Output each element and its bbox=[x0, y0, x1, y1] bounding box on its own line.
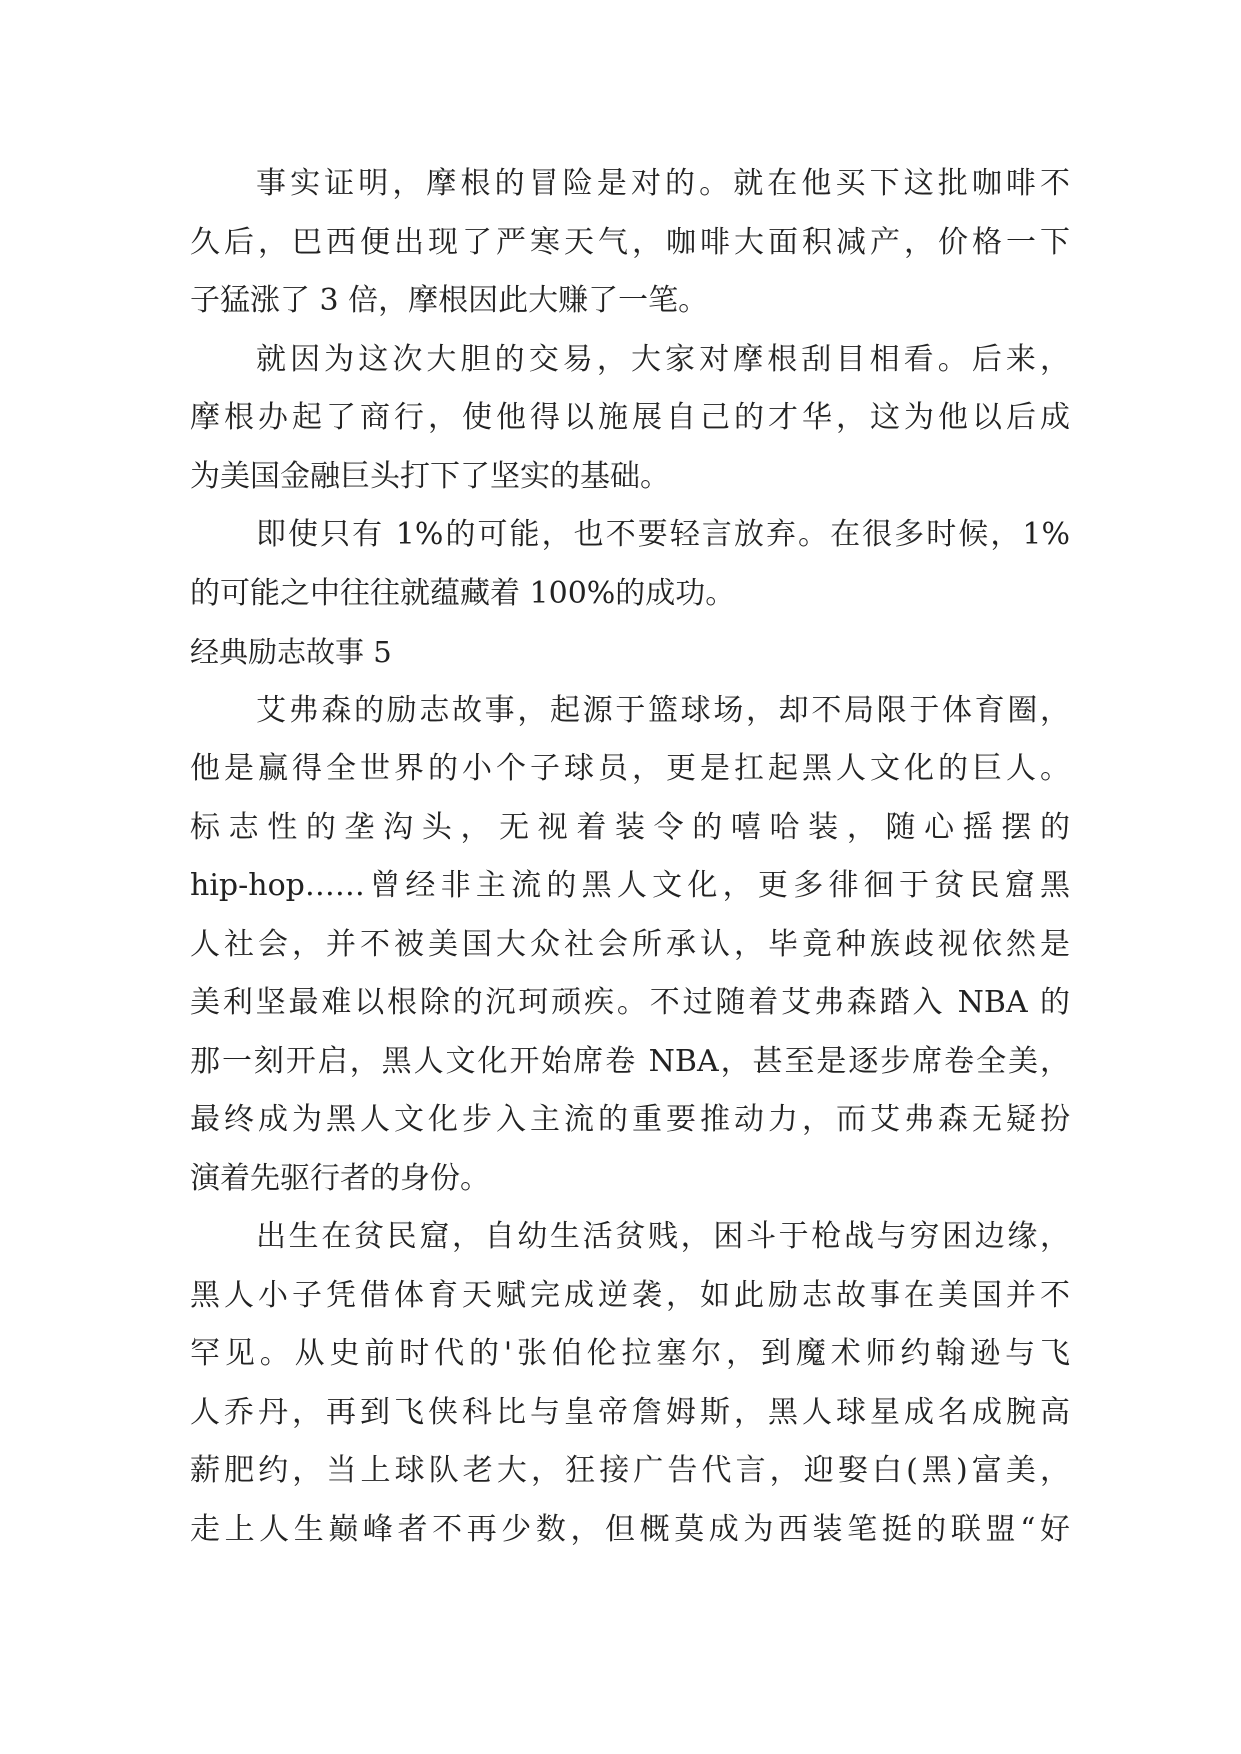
text-line: 的可能之中往往就蕴藏着 100%的成功。 bbox=[190, 575, 736, 611]
text-line: 人社会，并不被美国大众社会所承认，毕竟种族歧视依然是 bbox=[190, 926, 1070, 962]
paragraph-iverson-culture bbox=[190, 682, 1070, 1209]
text-line: 走上人生巅峰者不再少数，但概莫成为西装笔挺的联盟“好 bbox=[190, 1511, 1070, 1547]
text-line: 黑人小子凭借体育天赋完成逆袭，如此励志故事在美国并不 bbox=[190, 1277, 1070, 1313]
paragraph-one-percent bbox=[190, 506, 1070, 623]
text-line: 他是赢得全世界的小个子球员，更是扛起黑人文化的巨人。 bbox=[190, 751, 1070, 786]
text-line: 摩根办起了商行，使他得以施展自己的才华，这为他以后成 bbox=[190, 400, 1070, 435]
paragraph-morgan-reputation bbox=[190, 331, 1070, 507]
text-line: hip-hop……曾经非主流的黑人文化，更多徘徊于贫民窟黑 bbox=[190, 868, 1070, 903]
text-line: 演着先驱行者的身份。 bbox=[190, 1160, 490, 1196]
text-line: 人乔丹，再到飞侠科比与皇帝詹姆斯，黑人球星成名成腕高 bbox=[190, 1394, 1070, 1430]
text-line: 就因为这次大胆的交易，大家对摩根刮目相看。后来， bbox=[256, 341, 1070, 377]
text-line: 那一刻开启，黑人文化开始席卷 NBA，甚至是逐步席卷全美， bbox=[190, 1043, 1070, 1079]
text-line: 美利坚最难以根除的沉珂顽疾。不过随着艾弗森踏入 NBA 的 bbox=[190, 985, 1070, 1020]
text-line: 子猛涨了 3 倍，摩根因此大赚了一笔。 bbox=[190, 283, 709, 318]
text-line: 久后，巴西便出现了严寒天气，咖啡大面积减产，价格一下 bbox=[190, 224, 1070, 260]
text-line: 最终成为黑人文化步入主流的重要推动力，而艾弗森无疑扮 bbox=[190, 1102, 1070, 1137]
text-line: 事实证明，摩根的冒险是对的。就在他买下这批咖啡不 bbox=[256, 166, 1070, 201]
section-heading: 经典励志故事 5 bbox=[190, 635, 392, 669]
text-line: 罕见。从史前时代的'张伯伦拉塞尔，到魔术师约翰逊与飞 bbox=[190, 1336, 1070, 1371]
paragraph-ghetto-origins bbox=[190, 1208, 1070, 1559]
text-line: 艾弗森的励志故事，起源于篮球场，却不局限于体育圈， bbox=[256, 692, 1070, 728]
text-line: 薪肥约，当上球队老大，狂接广告代言，迎娶白(黑)富美， bbox=[190, 1453, 1070, 1488]
text-line: 即使只有 1%的可能，也不要轻言放弃。在很多时候，1% bbox=[256, 517, 1070, 552]
text-line: 为美国金融巨头打下了坚实的基础。 bbox=[190, 458, 670, 494]
paragraph-coffee-outcome bbox=[190, 155, 1070, 331]
document-body bbox=[190, 155, 1070, 1559]
text-line: 标志性的垄沟头，无视着装令的嘻哈装，随心摇摆的 bbox=[190, 809, 1070, 845]
text-line: 出生在贫民窟，自幼生活贫贱，困斗于枪战与穷困边缘， bbox=[256, 1219, 1070, 1254]
